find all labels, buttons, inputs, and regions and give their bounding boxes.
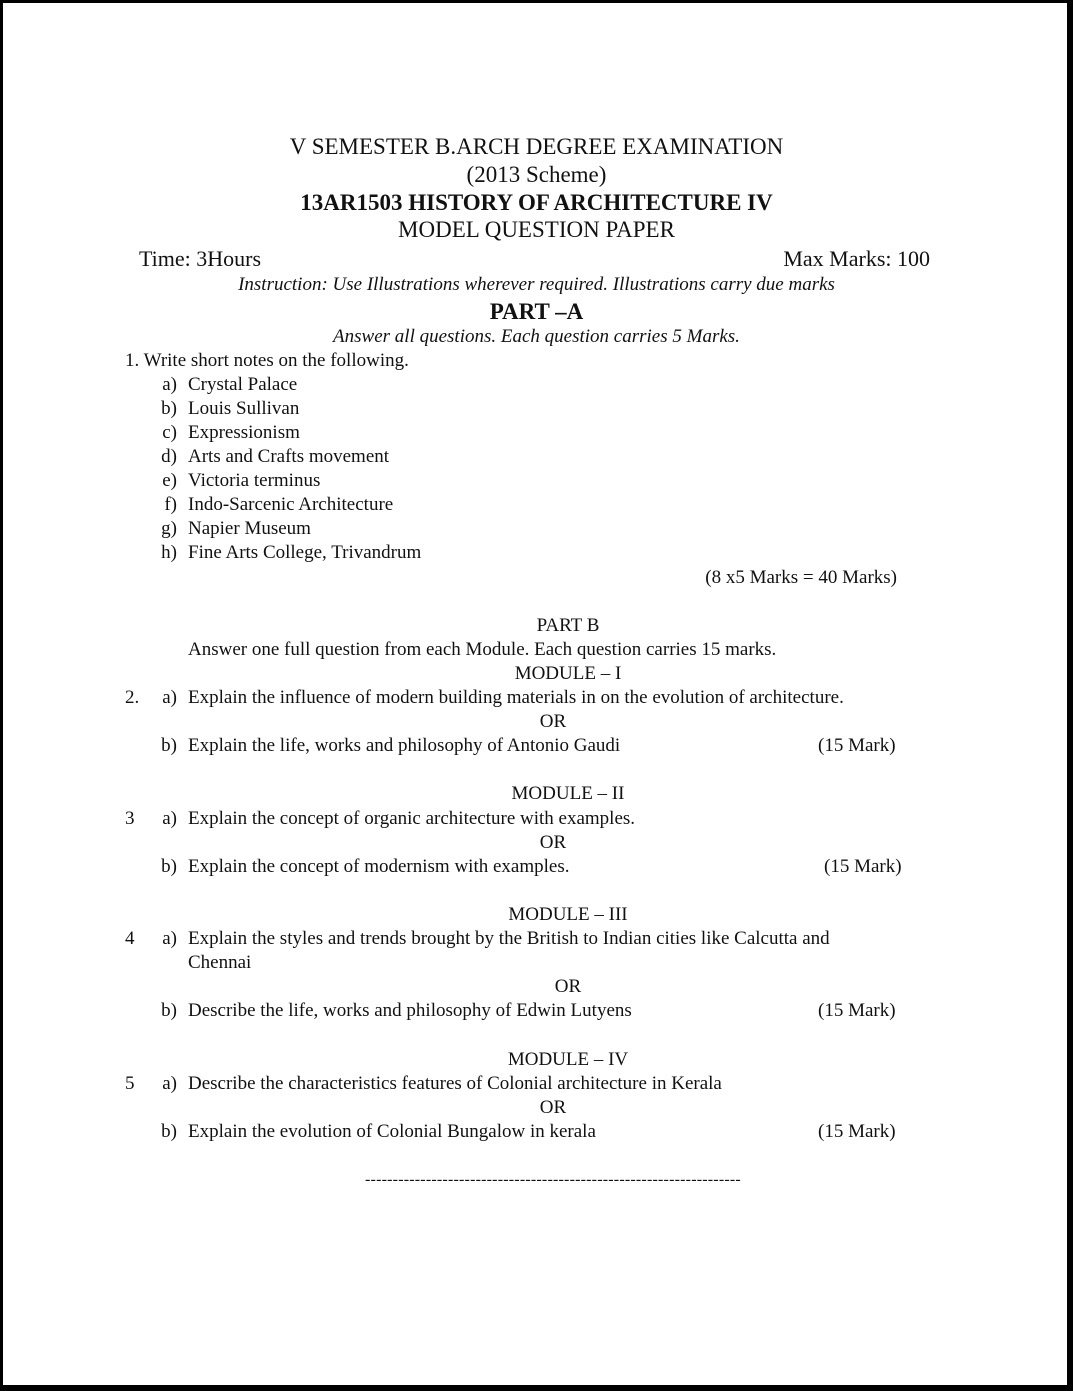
question-number: 5 — [125, 1073, 135, 1094]
question-marks: (15 Mark) — [818, 1000, 896, 1021]
option-label: b) — [161, 856, 177, 877]
footer-separator: -------------------------------------------------------------------- — [365, 1171, 741, 1188]
part-b-title: PART B — [536, 615, 600, 636]
question-4a — [3, 928, 1070, 950]
option-label: b) — [161, 735, 177, 756]
exam-title: V SEMESTER B.ARCH DEGREE EXAMINATION — [289, 134, 784, 159]
course-title: 13AR1503 HISTORY OF ARCHITECTURE IV — [300, 190, 773, 215]
module-2-title: MODULE – II — [511, 783, 625, 804]
part-a-item — [3, 374, 1070, 396]
part-a-item — [3, 494, 1070, 516]
part-a-item — [3, 518, 1070, 540]
option-text: Explain the concept of modernism with examples. — [188, 856, 570, 877]
item-label: b) — [161, 398, 177, 419]
option-label: a) — [162, 928, 177, 949]
part-a-item — [3, 422, 1070, 444]
part-a-item — [3, 398, 1070, 420]
item-text: Expressionism — [188, 422, 300, 443]
item-label: h) — [161, 542, 177, 563]
instruction: Instruction: Use Illustrations wherever required. Illustrations carry due marks — [238, 274, 835, 295]
item-text: Fine Arts College, Trivandrum — [188, 542, 422, 563]
module-3-title: MODULE – III — [508, 904, 628, 925]
question-2b — [3, 735, 1070, 757]
part-a-item — [3, 542, 1070, 564]
option-label: a) — [162, 1073, 177, 1094]
question-number: 3 — [125, 808, 135, 829]
option-text: Explain the concept of organic architecture with examples. — [188, 808, 636, 829]
max-marks: Max Marks: 100 — [783, 246, 930, 271]
question-5a — [3, 1073, 1070, 1095]
part-b-instruction: Answer one full question from each Module. Each question carries 15 marks. — [188, 639, 777, 660]
option-text: Describe the characteristics features of Colonial architecture in Kerala — [188, 1073, 722, 1094]
or-divider: OR — [554, 976, 582, 997]
option-text-continued: Chennai — [188, 952, 252, 973]
option-text: Explain the styles and trends brought by the British to Indian cities like Calcutta and — [188, 928, 830, 949]
option-label: b) — [161, 1121, 177, 1142]
option-text: Explain the influence of modern building materials in on the evolution of architecture. — [188, 687, 844, 708]
option-label: b) — [161, 1000, 177, 1021]
option-text: Describe the life, works and philosophy of Edwin Lutyens — [188, 1000, 632, 1021]
part-a-marks: (8 x5 Marks = 40 Marks) — [705, 567, 897, 588]
part-a-title: PART –A — [489, 299, 584, 324]
or-divider: OR — [539, 1097, 567, 1118]
module-1-title: MODULE – I — [514, 663, 622, 684]
question-2a — [3, 687, 1070, 709]
part-a-item — [3, 470, 1070, 492]
paper-type: MODEL QUESTION PAPER — [398, 217, 675, 242]
item-text: Arts and Crafts movement — [188, 446, 390, 467]
item-text: Louis Sullivan — [188, 398, 300, 419]
item-label: g) — [161, 518, 177, 539]
question-1: 1. Write short notes on the following. — [125, 350, 409, 371]
item-label: c) — [162, 422, 177, 443]
item-text: Indo-Sarcenic Architecture — [188, 494, 394, 515]
item-label: a) — [162, 374, 177, 395]
part-a-instruction: Answer all questions. Each question carries 5 Marks. — [333, 326, 740, 347]
question-3b — [3, 856, 1070, 878]
item-text: Napier Museum — [188, 518, 311, 539]
item-text: Crystal Palace — [188, 374, 298, 395]
or-divider: OR — [539, 832, 567, 853]
option-label: a) — [162, 808, 177, 829]
question-4b — [3, 1000, 1070, 1022]
question-3a — [3, 808, 1070, 830]
question-marks: (15 Mark) — [824, 856, 902, 877]
question-number: 2. — [125, 687, 140, 708]
option-text: Explain the evolution of Colonial Bungalow in kerala — [188, 1121, 596, 1142]
option-label: a) — [162, 687, 177, 708]
question-number: 4 — [125, 928, 135, 949]
item-label: f) — [164, 494, 177, 515]
or-divider: OR — [539, 711, 567, 732]
question-marks: (15 Mark) — [818, 1121, 896, 1142]
scheme: (2013 Scheme) — [466, 162, 607, 187]
item-label: e) — [162, 470, 177, 491]
option-text: Explain the life, works and philosophy of Antonio Gaudi — [188, 735, 621, 756]
question-5b — [3, 1121, 1070, 1143]
part-a-item — [3, 446, 1070, 468]
item-label: d) — [161, 446, 177, 467]
module-4-title: MODULE – IV — [507, 1049, 629, 1070]
question-marks: (15 Mark) — [818, 735, 896, 756]
item-text: Victoria terminus — [188, 470, 321, 491]
exam-time: Time: 3Hours — [139, 246, 262, 271]
